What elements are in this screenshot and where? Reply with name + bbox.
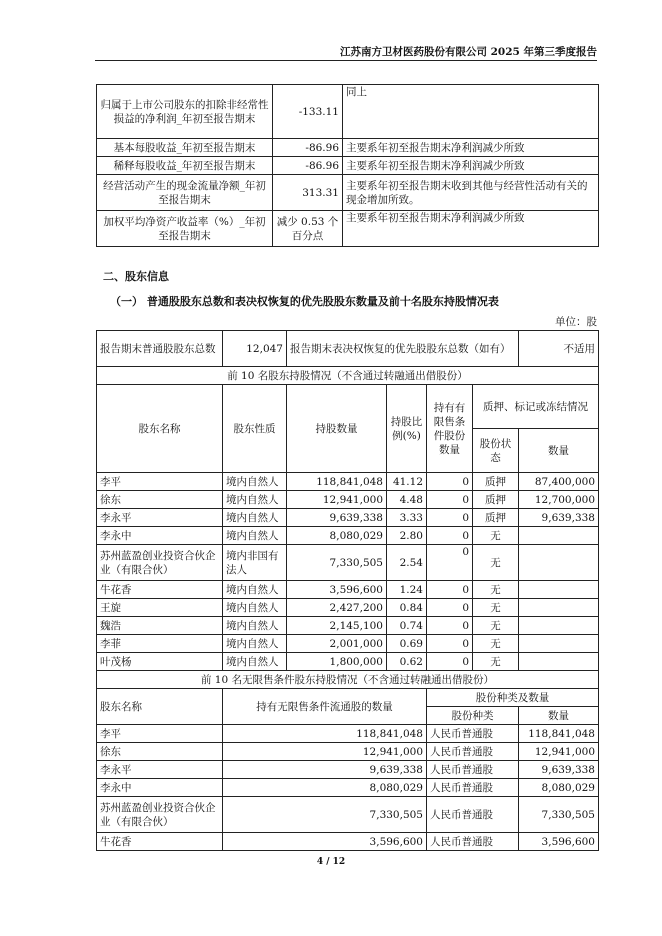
holder-name: 李永中 bbox=[97, 527, 223, 545]
share-type: 人民币普通股 bbox=[427, 779, 519, 797]
holder-shares: 2,001,000 bbox=[287, 635, 387, 653]
col-header-u-type: 股份种类 bbox=[427, 707, 519, 725]
table-row bbox=[97, 139, 599, 157]
col-header-u-amount: 数量 bbox=[519, 707, 599, 725]
holder-name: 苏州蓝盈创业投资合伙企业（有限合伙） bbox=[97, 797, 223, 833]
holder-restricted: 0 bbox=[427, 527, 473, 545]
holder-name: 李平 bbox=[97, 725, 223, 743]
table-row bbox=[97, 85, 599, 139]
holder-ratio: 0.69 bbox=[387, 635, 427, 653]
holder-shares: 8,080,029 bbox=[287, 527, 387, 545]
reason-cell: 主要系年初至报告期末收到其他与经营性活动有关的现金增加所致。 bbox=[343, 175, 599, 211]
item-cell: 经营活动产生的现金流量净额_年初至报告期末 bbox=[97, 175, 273, 211]
table-row bbox=[97, 725, 599, 743]
holder-name: 李永平 bbox=[97, 761, 223, 779]
holder-status: 质押 bbox=[473, 509, 519, 527]
holder-name: 王旋 bbox=[97, 599, 223, 617]
holder-shares: 3,596,600 bbox=[287, 581, 387, 599]
holder-status: 无 bbox=[473, 581, 519, 599]
top10-title: 前 10 名股东持股情况（不含通过转融通出借股份） bbox=[97, 367, 599, 385]
col-header-pledge: 质押、标记或冻结情况 bbox=[473, 385, 599, 429]
summary-row bbox=[97, 331, 599, 367]
header-row bbox=[97, 689, 599, 707]
total-holders-value: 12,047 bbox=[223, 331, 287, 367]
col-header-shares: 持股数量 bbox=[287, 385, 387, 473]
table-row bbox=[97, 211, 599, 247]
value-cell: 减少 0.53 个百分点 bbox=[273, 211, 343, 247]
col-header-pledge-qty: 数量 bbox=[519, 429, 599, 473]
change-reason-table bbox=[96, 84, 599, 247]
col-header-u-name: 股东名称 bbox=[97, 689, 223, 725]
share-amount: 8,080,029 bbox=[519, 779, 599, 797]
holder-unrestricted-qty: 8,080,029 bbox=[223, 779, 427, 797]
col-header-name: 股东名称 bbox=[97, 385, 223, 473]
section-row bbox=[97, 671, 599, 689]
value-cell: 313.31 bbox=[273, 175, 343, 211]
table-row bbox=[97, 581, 599, 599]
share-type: 人民币普通股 bbox=[427, 725, 519, 743]
holder-unrestricted-qty: 7,330,505 bbox=[223, 797, 427, 833]
holder-name: 李菲 bbox=[97, 635, 223, 653]
holder-pledge-qty: 9,639,338 bbox=[519, 509, 599, 527]
table-row bbox=[97, 779, 599, 797]
holder-nature: 境内自然人 bbox=[223, 599, 287, 617]
holder-ratio: 41.12 bbox=[387, 473, 427, 491]
holder-status: 无 bbox=[473, 617, 519, 635]
holder-nature: 境内自然人 bbox=[223, 473, 287, 491]
holder-ratio: 1.24 bbox=[387, 581, 427, 599]
col-header-u-qty: 持有无限售条件流通股的数量 bbox=[223, 689, 427, 725]
pref-holders-label: 报告期末表决权恢复的优先股股东总数（如有） bbox=[287, 331, 519, 367]
reason-cell: 同上 bbox=[343, 85, 599, 139]
share-type: 人民币普通股 bbox=[427, 833, 519, 851]
holder-pledge-qty: 87,400,000 bbox=[519, 473, 599, 491]
holder-pledge-qty bbox=[519, 635, 599, 653]
holder-pledge-qty: 12,700,000 bbox=[519, 491, 599, 509]
reason-cell: 主要系年初至报告期末净利润减少所致 bbox=[343, 139, 599, 157]
reason-cell: 主要系年初至报告期末净利润减少所致 bbox=[343, 211, 599, 247]
holder-nature: 境内自然人 bbox=[223, 509, 287, 527]
value-cell: -86.96 bbox=[273, 157, 343, 175]
holder-name: 牛花香 bbox=[97, 581, 223, 599]
holder-unrestricted-qty: 12,941,000 bbox=[223, 743, 427, 761]
holder-nature: 境内非国有法人 bbox=[223, 545, 287, 581]
holder-unrestricted-qty: 118,841,048 bbox=[223, 725, 427, 743]
holder-name: 叶茂杨 bbox=[97, 653, 223, 671]
holder-name: 李永平 bbox=[97, 509, 223, 527]
table-row bbox=[97, 833, 599, 851]
holder-restricted: 0 bbox=[427, 545, 473, 581]
holder-pledge-qty bbox=[519, 545, 599, 581]
section-title: 二、股东信息 bbox=[103, 270, 169, 283]
holder-shares: 2,145,100 bbox=[287, 617, 387, 635]
holder-pledge-qty bbox=[519, 599, 599, 617]
holder-shares: 2,427,200 bbox=[287, 599, 387, 617]
shareholder-table bbox=[96, 330, 599, 851]
item-cell: 加权平均净资产收益率（%）_年初至报告期末 bbox=[97, 211, 273, 247]
holder-unrestricted-qty: 9,639,338 bbox=[223, 761, 427, 779]
value-cell: -86.96 bbox=[273, 139, 343, 157]
holder-name: 苏州蓝盈创业投资合伙企业（有限合伙） bbox=[97, 545, 223, 581]
table-row bbox=[97, 491, 599, 509]
holder-name: 李平 bbox=[97, 473, 223, 491]
table-row bbox=[97, 743, 599, 761]
section-subtitle: （一） 普通股股东总数和表决权恢复的优先股股东数量及前十名股东持股情况表 bbox=[110, 295, 499, 308]
holder-restricted: 0 bbox=[427, 617, 473, 635]
share-type: 人民币普通股 bbox=[427, 797, 519, 833]
holder-pledge-qty bbox=[519, 527, 599, 545]
col-header-nature: 股东性质 bbox=[223, 385, 287, 473]
table-row bbox=[97, 761, 599, 779]
item-cell: 归属于上市公司股东的扣除非经常性损益的净利润_年初至报告期末 bbox=[97, 85, 273, 139]
holder-name: 牛花香 bbox=[97, 833, 223, 851]
page-number: 4 / 12 bbox=[316, 857, 346, 867]
holder-nature: 境内自然人 bbox=[223, 653, 287, 671]
holder-restricted: 0 bbox=[427, 509, 473, 527]
holder-pledge-qty bbox=[519, 581, 599, 599]
table-row bbox=[97, 653, 599, 671]
holder-restricted: 0 bbox=[427, 491, 473, 509]
holder-pledge-qty bbox=[519, 617, 599, 635]
table-row bbox=[97, 545, 599, 581]
holder-ratio: 4.48 bbox=[387, 491, 427, 509]
holder-name: 魏浩 bbox=[97, 617, 223, 635]
holder-restricted: 0 bbox=[427, 635, 473, 653]
holder-shares: 9,639,338 bbox=[287, 509, 387, 527]
holder-name: 徐东 bbox=[97, 491, 223, 509]
holder-unrestricted-qty: 3,596,600 bbox=[223, 833, 427, 851]
holder-status: 质押 bbox=[473, 491, 519, 509]
holder-name: 徐东 bbox=[97, 743, 223, 761]
holder-shares: 118,841,048 bbox=[287, 473, 387, 491]
holder-shares: 12,941,000 bbox=[287, 491, 387, 509]
holder-restricted: 0 bbox=[427, 581, 473, 599]
col-header-u-type-group: 股份种类及数量 bbox=[427, 689, 599, 707]
table-row bbox=[97, 473, 599, 491]
holder-ratio: 0.84 bbox=[387, 599, 427, 617]
header-row bbox=[97, 385, 599, 429]
holder-status: 无 bbox=[473, 527, 519, 545]
header-divider bbox=[95, 60, 597, 61]
holder-status: 无 bbox=[473, 545, 519, 581]
holder-nature: 境内自然人 bbox=[223, 581, 287, 599]
holder-status: 无 bbox=[473, 635, 519, 653]
share-type: 人民币普通股 bbox=[427, 761, 519, 779]
col-header-restricted: 持有有限售条件股份数量 bbox=[427, 385, 473, 473]
holder-restricted: 0 bbox=[427, 599, 473, 617]
share-amount: 12,941,000 bbox=[519, 743, 599, 761]
holder-ratio: 0.74 bbox=[387, 617, 427, 635]
share-amount: 7,330,505 bbox=[519, 797, 599, 833]
table-row bbox=[97, 797, 599, 833]
report-header: 江苏南方卫材医药股份有限公司 2025 年第三季度报告 bbox=[339, 46, 597, 58]
share-amount: 118,841,048 bbox=[519, 725, 599, 743]
pref-holders-value: 不适用 bbox=[519, 331, 599, 367]
unit-label: 单位：股 bbox=[555, 316, 597, 328]
col-header-pledge-status: 股份状态 bbox=[473, 429, 519, 473]
holder-pledge-qty bbox=[519, 653, 599, 671]
holder-nature: 境内自然人 bbox=[223, 491, 287, 509]
holder-restricted: 0 bbox=[427, 473, 473, 491]
table-row bbox=[97, 527, 599, 545]
holder-nature: 境内自然人 bbox=[223, 635, 287, 653]
holder-status: 无 bbox=[473, 653, 519, 671]
holder-shares: 7,330,505 bbox=[287, 545, 387, 581]
value-cell: -133.11 bbox=[273, 85, 343, 139]
holder-ratio: 2.54 bbox=[387, 545, 427, 581]
holder-ratio: 3.33 bbox=[387, 509, 427, 527]
share-amount: 9,639,338 bbox=[519, 761, 599, 779]
table-row bbox=[97, 599, 599, 617]
col-header-ratio: 持股比例(%) bbox=[387, 385, 427, 473]
unrestricted-title: 前 10 名无限售条件股东持股情况（不含通过转融通出借股份） bbox=[97, 671, 599, 689]
item-cell: 基本每股收益_年初至报告期末 bbox=[97, 139, 273, 157]
holder-status: 无 bbox=[473, 599, 519, 617]
holder-ratio: 0.62 bbox=[387, 653, 427, 671]
total-holders-label: 报告期末普通股股东总数 bbox=[97, 331, 223, 367]
item-cell: 稀释每股收益_年初至报告期末 bbox=[97, 157, 273, 175]
table-row bbox=[97, 175, 599, 211]
holder-status: 质押 bbox=[473, 473, 519, 491]
holder-name: 李永中 bbox=[97, 779, 223, 797]
holder-shares: 1,800,000 bbox=[287, 653, 387, 671]
table-row bbox=[97, 617, 599, 635]
holder-restricted: 0 bbox=[427, 653, 473, 671]
reason-cell: 主要系年初至报告期末净利润减少所致 bbox=[343, 157, 599, 175]
section-row bbox=[97, 367, 599, 385]
share-amount: 3,596,600 bbox=[519, 833, 599, 851]
holder-nature: 境内自然人 bbox=[223, 527, 287, 545]
table-row bbox=[97, 157, 599, 175]
share-type: 人民币普通股 bbox=[427, 743, 519, 761]
table-row bbox=[97, 509, 599, 527]
holder-ratio: 2.80 bbox=[387, 527, 427, 545]
holder-nature: 境内自然人 bbox=[223, 617, 287, 635]
table-row bbox=[97, 635, 599, 653]
